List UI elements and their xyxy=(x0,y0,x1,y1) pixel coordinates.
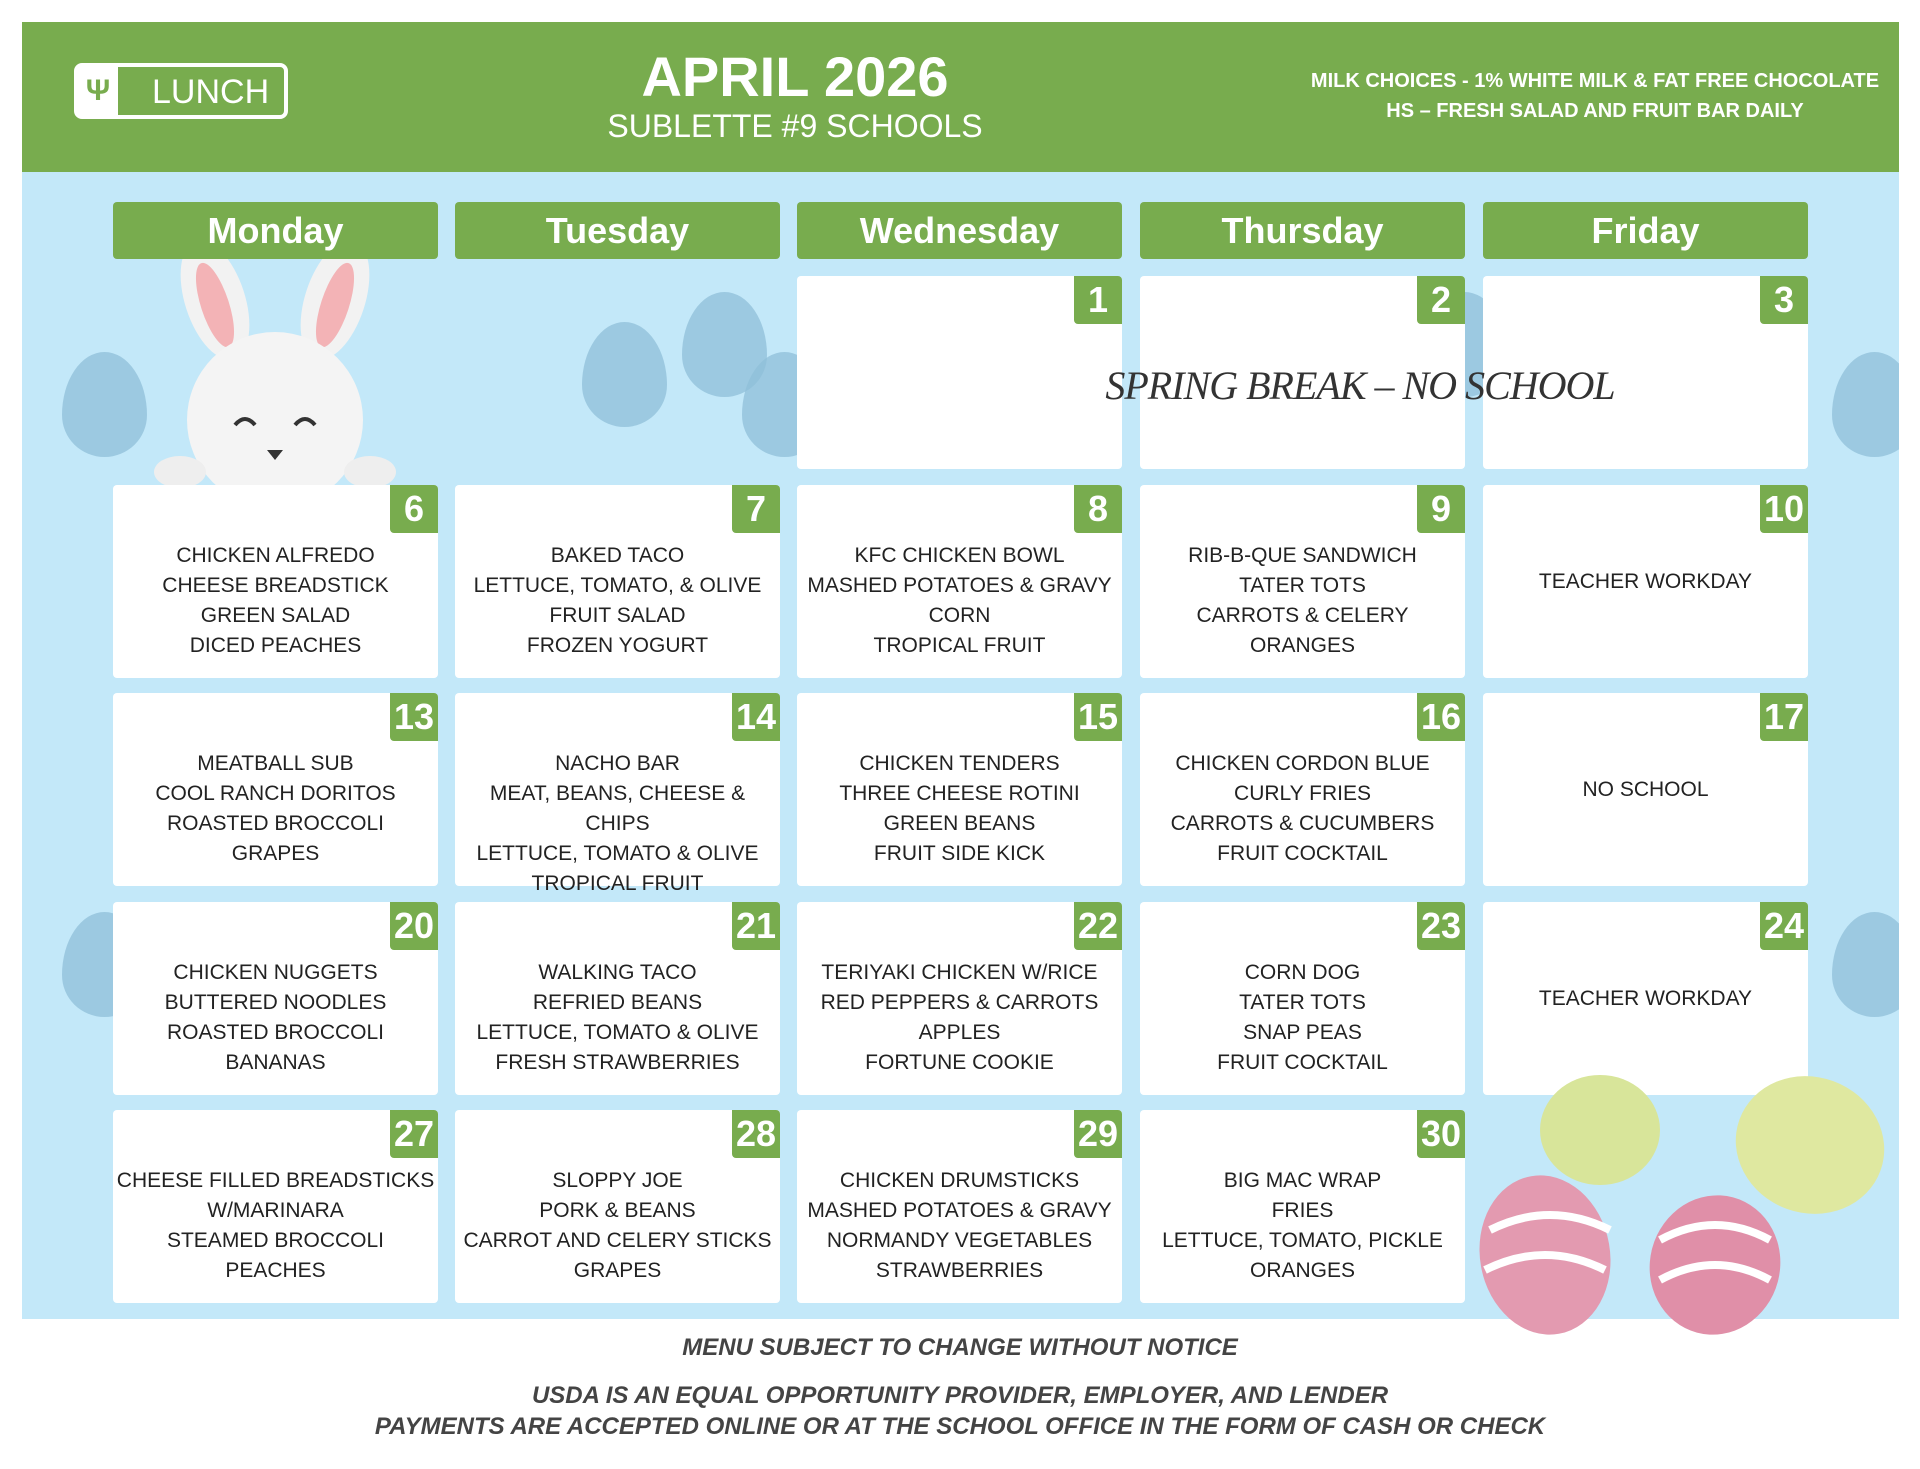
menu-item: TATER TOTS xyxy=(1239,991,1366,1014)
day-cell xyxy=(455,485,780,678)
day-number: 29 xyxy=(1074,1110,1122,1158)
menu-list xyxy=(1140,541,1465,661)
day-cell xyxy=(455,902,780,1095)
menu-item: WALKING TACO xyxy=(538,961,697,984)
day-cell xyxy=(455,1110,780,1303)
menu-item: TROPICAL FRUIT xyxy=(531,872,704,895)
menu-list xyxy=(1483,775,1808,805)
menu-item: FRUIT COCKTAIL xyxy=(1217,1051,1388,1074)
egg-decoration xyxy=(1832,912,1899,1017)
menu-item: CORN DOG xyxy=(1244,961,1361,984)
day-header-wednesday: Wednesday xyxy=(797,202,1122,259)
milk-notes xyxy=(1280,66,1910,126)
day-number: 16 xyxy=(1417,693,1465,741)
menu-list xyxy=(455,1166,780,1286)
lunch-logo xyxy=(74,63,288,119)
day-cell xyxy=(1140,1110,1465,1303)
day-header-friday: Friday xyxy=(1483,202,1808,259)
menu-item: COOL RANCH DORITOS xyxy=(155,782,396,805)
footer-usda: USDA IS AN EQUAL OPPORTUNITY PROVIDER, EMPLOYER, AND LENDER xyxy=(531,1382,1389,1409)
menu-item: LETTUCE, TOMATO & OLIVE xyxy=(476,842,759,865)
day-number: 24 xyxy=(1760,902,1808,950)
day-cell xyxy=(797,485,1122,678)
day-cell xyxy=(455,693,780,895)
day-number: 2 xyxy=(1417,276,1465,324)
menu-item: NACHO BAR xyxy=(555,752,680,775)
day-cell xyxy=(113,693,438,886)
menu-list xyxy=(797,958,1122,1078)
menu-item: CHICKEN CORDON BLUE xyxy=(1175,752,1430,775)
menu-item: TATER TOTS xyxy=(1239,574,1366,597)
menu-item: FRUIT COCKTAIL xyxy=(1217,842,1388,865)
menu-list xyxy=(113,958,438,1078)
menu-item: GREEN BEANS xyxy=(883,812,1036,835)
spring-break-label: SPRING BREAK – NO SCHOOL xyxy=(1105,363,1615,408)
day-cell xyxy=(1483,485,1808,678)
menu-item: REFRIED BEANS xyxy=(532,991,703,1014)
menu-list xyxy=(1483,984,1808,1014)
day-number: 22 xyxy=(1074,902,1122,950)
day-header-tuesday: Tuesday xyxy=(455,202,780,259)
menu-item: MEATBALL SUB xyxy=(197,752,354,775)
menu-item: FRUIT SIDE KICK xyxy=(873,842,1046,865)
day-cell xyxy=(1483,693,1808,886)
day-number: 17 xyxy=(1760,693,1808,741)
menu-item: STRAWBERRIES xyxy=(875,1259,1044,1282)
day-number: 9 xyxy=(1417,485,1465,533)
day-number: 3 xyxy=(1760,276,1808,324)
menu-list xyxy=(455,749,780,899)
menu-item: FRESH STRAWBERRIES xyxy=(495,1051,740,1074)
day-cell xyxy=(1140,693,1465,886)
footer-disclaimer: MENU SUBJECT TO CHANGE WITHOUT NOTICE xyxy=(682,1334,1238,1361)
page-title: APRIL 2026 xyxy=(641,45,949,108)
menu-item: GRAPES xyxy=(231,842,320,865)
menu-item: KFC CHICKEN BOWL xyxy=(854,544,1065,567)
menu-list xyxy=(797,541,1122,661)
day-number: 7 xyxy=(732,485,780,533)
egg-decoration xyxy=(1832,352,1899,457)
menu-item: LETTUCE, TOMATO, & OLIVE xyxy=(473,574,762,597)
day-number: 1 xyxy=(1074,276,1122,324)
day-cell xyxy=(1140,485,1465,678)
menu-list xyxy=(1483,567,1808,597)
day-header-monday: Monday xyxy=(113,202,438,259)
menu-item: CHICKEN TENDERS xyxy=(859,752,1060,775)
menu-item: BUTTERED NOODLES xyxy=(164,991,387,1014)
menu-item: ORANGES xyxy=(1249,1259,1356,1282)
menu-item: CORN xyxy=(928,604,991,627)
easter-eggs-illustration xyxy=(1450,1070,1910,1340)
menu-item: CHICKEN NUGGETS xyxy=(173,961,378,984)
menu-item: CHICKEN DRUMSTICKS xyxy=(839,1169,1080,1192)
day-number: 13 xyxy=(390,693,438,741)
day-cell xyxy=(1483,902,1808,1095)
menu-item: SNAP PEAS xyxy=(1243,1021,1362,1044)
menu-item: CURLY FRIES xyxy=(1234,782,1371,805)
logo-label: LUNCH xyxy=(152,73,270,111)
menu-list xyxy=(113,749,438,869)
menu-item: LETTUCE, TOMATO, PICKLE xyxy=(1162,1229,1443,1252)
menu-item: TROPICAL FRUIT xyxy=(873,634,1046,657)
menu-item: CHEESE BREADSTICK xyxy=(162,574,389,597)
menu-list xyxy=(113,541,438,661)
menu-item: STEAMED BROCCOLI xyxy=(166,1229,385,1252)
menu-item: TEACHER WORKDAY xyxy=(1538,987,1753,1010)
day-number: 10 xyxy=(1760,485,1808,533)
day-cell xyxy=(113,902,438,1095)
day-cell xyxy=(113,1110,438,1303)
menu-list xyxy=(1140,1166,1465,1286)
day-cell xyxy=(113,485,438,678)
menu-item: PORK & BEANS xyxy=(539,1199,696,1222)
note-line: HS – FRESH SALAD AND FRUIT BAR DAILY xyxy=(1386,100,1804,122)
day-cell xyxy=(797,902,1122,1095)
menu-item: CARROTS & CELERY xyxy=(1196,604,1409,627)
menu-item: BAKED TACO xyxy=(550,544,685,567)
menu-list xyxy=(113,1166,438,1286)
menu-item: CARROT AND CELERY STICKS xyxy=(463,1229,772,1252)
egg-decoration xyxy=(682,292,767,397)
menu-item: FORTUNE COOKIE xyxy=(865,1051,1054,1074)
note-line: MILK CHOICES - 1% WHITE MILK & FAT FREE CHOCOLATE xyxy=(1310,70,1880,92)
menu-item: BIG MAC WRAP xyxy=(1223,1169,1382,1192)
day-number: 14 xyxy=(732,693,780,741)
menu-item: GRAPES xyxy=(573,1259,662,1282)
menu-item: TEACHER WORKDAY xyxy=(1538,570,1753,593)
menu-item: MEAT, BEANS, CHEESE & CHIPS xyxy=(489,782,746,835)
menu-list xyxy=(455,541,780,661)
day-number: 20 xyxy=(390,902,438,950)
egg-decoration xyxy=(582,322,667,427)
menu-item: FROZEN YOGURT xyxy=(526,634,709,657)
menu-item: DICED PEACHES xyxy=(189,634,362,657)
day-number: 15 xyxy=(1074,693,1122,741)
menu-item: LETTUCE, TOMATO & OLIVE xyxy=(476,1021,759,1044)
menu-list xyxy=(797,1166,1122,1286)
day-number: 30 xyxy=(1417,1110,1465,1158)
menu-list xyxy=(1140,958,1465,1078)
menu-item: THREE CHEESE ROTINI xyxy=(839,782,1080,805)
day-number: 28 xyxy=(732,1110,780,1158)
day-number: 6 xyxy=(390,485,438,533)
menu-item: ORANGES xyxy=(1249,634,1356,657)
menu-item: TERIYAKI CHICKEN W/RICE xyxy=(821,961,1098,984)
menu-item: PEACHES xyxy=(225,1259,326,1282)
menu-item: W/MARINARA xyxy=(207,1199,344,1222)
day-number: 27 xyxy=(390,1110,438,1158)
menu-item: CHEESE FILLED BREADSTICKS xyxy=(116,1169,435,1192)
menu-item: BANANAS xyxy=(225,1051,326,1074)
menu-item: FRUIT SALAD xyxy=(549,604,686,627)
menu-item: GREEN SALAD xyxy=(200,604,351,627)
menu-item: SLOPPY JOE xyxy=(552,1169,683,1192)
day-number: 21 xyxy=(732,902,780,950)
menu-item: ROASTED BROCCOLI xyxy=(166,1021,385,1044)
menu-item: RED PEPPERS & CARROTS xyxy=(820,991,1099,1014)
menu-list xyxy=(455,958,780,1078)
bunny-illustration xyxy=(135,240,415,500)
menu-item: MASHED POTATOES & GRAVY xyxy=(807,1199,1112,1222)
day-cell xyxy=(797,1110,1122,1303)
menu-item: CHICKEN ALFREDO xyxy=(176,544,375,567)
menu-item: APPLES xyxy=(918,1021,1001,1044)
menu-item: NORMANDY VEGETABLES xyxy=(826,1229,1093,1252)
menu-item: CARROTS & CUCUMBERS xyxy=(1170,812,1435,835)
menu-item: FRIES xyxy=(1271,1199,1334,1222)
menu-item: ROASTED BROCCOLI xyxy=(166,812,385,835)
page-subtitle: SUBLETTE #9 SCHOOLS xyxy=(607,108,983,144)
day-header-thursday: Thursday xyxy=(1140,202,1465,259)
day-number: 8 xyxy=(1074,485,1122,533)
fork-icon: Ψ xyxy=(78,67,118,115)
menu-list xyxy=(797,749,1122,869)
menu-item: MASHED POTATOES & GRAVY xyxy=(807,574,1112,597)
menu-item: NO SCHOOL xyxy=(1582,778,1709,801)
menu-list xyxy=(1140,749,1465,869)
day-cell xyxy=(1140,902,1465,1095)
day-cell xyxy=(797,693,1122,886)
menu-item: RIB-B-QUE SANDWICH xyxy=(1188,544,1417,567)
footer-payments: PAYMENTS ARE ACCEPTED ONLINE OR AT THE SCHOOL OFFICE IN THE FORM OF CASH OR CHECK xyxy=(374,1413,1546,1440)
day-number: 23 xyxy=(1417,902,1465,950)
